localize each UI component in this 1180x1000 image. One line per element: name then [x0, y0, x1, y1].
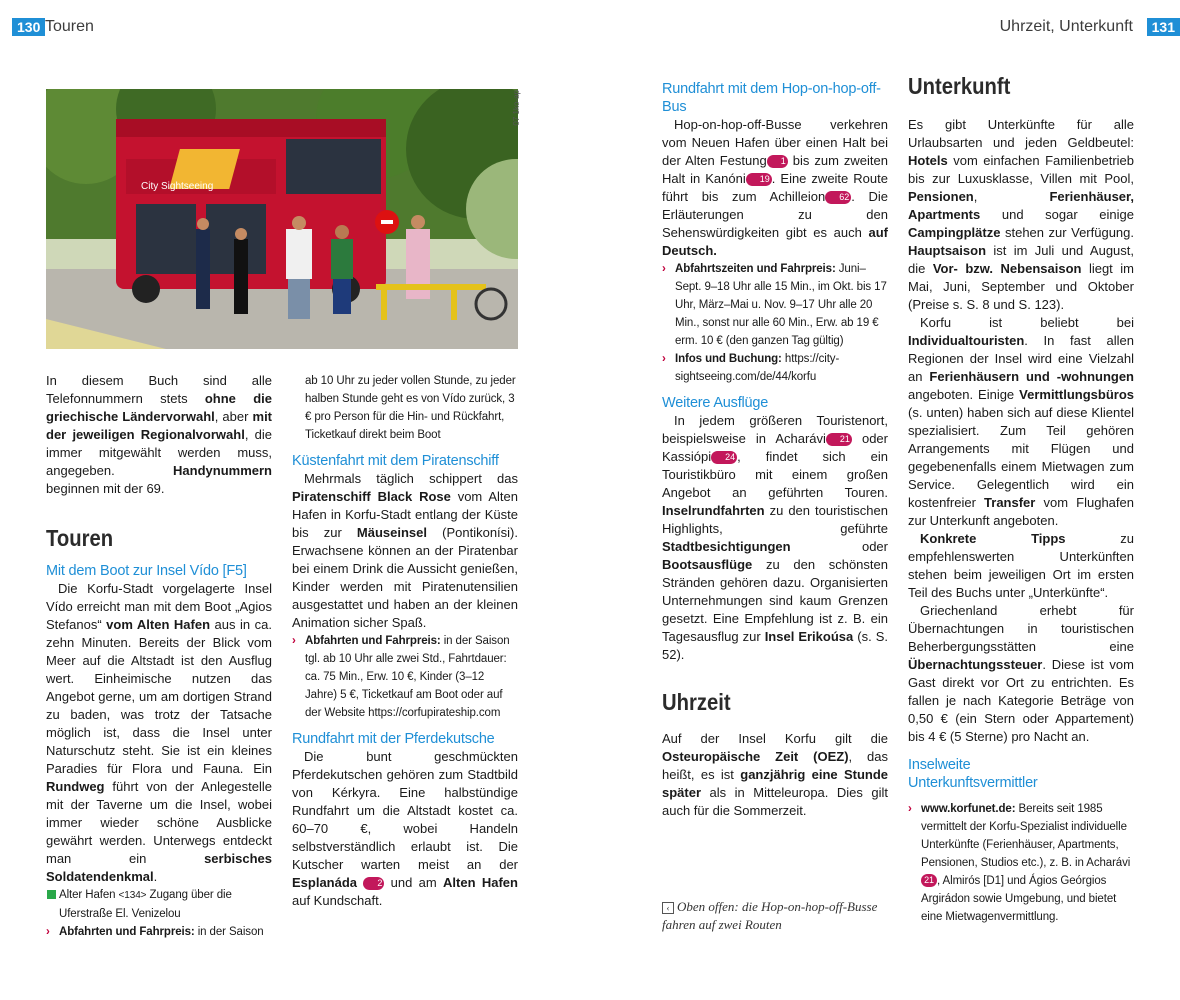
column-4	[908, 72, 1134, 926]
bus-paragraph: Hop-on-hop-off-Busse verkehren vom Neuen Hafen über einen Halt bei der Alten Festung 1 bis zum zweiten Halt in Kanóni 19 . Eine zweite Route führt bis zum Achilleion 62 . Die Erläuterungen zu den Sehenswürdigkeiten gibt es auch auf Deutsch.	[662, 117, 889, 258]
section-title-unterkunft: Unterkunft	[908, 73, 1011, 99]
accommodation-paragraph-2: Korfu ist beliebt bei Individualtouristen. In fast allen Regionen der Insel wird eine Vielzahl an Ferienhäusern und -wohnungen angeboten. Einige Vermittlungsbüros (s. unten) haben sich auf diese Klientel spezialisiert. Zum Teil gehören Arrangements mit Flügen und gegebenenfalls einem Mietwagen zum Service. Gelegentlich wird ein kostenfreier Transfer vom Flughafen zur Unterkunft angeboten.	[908, 315, 1134, 528]
map-marker-badge: 24	[711, 451, 737, 464]
photo-reference-icon: ‹	[662, 902, 674, 914]
photo-credit: 07 1ko-ap	[512, 90, 521, 126]
info-boat-departures: › Abfahrten und Fahrpreis: in der Saison	[46, 923, 272, 941]
accommodation-paragraph-4: Griechenland erhebt für Übernachtungen in touristischen Beherbergungsstätten eine Übernachtungssteuer. Diese ist vom Gast direkt vor Ort zu entrichten. Es fallen je nach Kategorie Beträge von 0,50 € (ein Stern oder Appartement) bis 4 € (5 Sterne) pro Nacht an.	[908, 603, 1134, 744]
time-paragraph: Auf der Insel Korfu gilt die Osteuropäische Zeit (OEZ), das heißt, es ist ganzjährig eine Stunde später als in Mitteleuropa. Dies gilt auch für die Sommerzeit.	[662, 731, 889, 818]
column-3	[662, 80, 888, 820]
chevron-right-icon: ›	[292, 635, 296, 647]
accommodation-paragraph-3: Konkrete Tipps zu empfehlenswerten Unterkünften stehen beim jeweiligen Ort im ersten Teil des Buchs unter „Unterkünfte“.	[908, 531, 1135, 600]
bus-heading: Rundfahrt mit dem Hop-on-hop-off-Bus	[662, 81, 881, 115]
location-marker-icon	[47, 890, 56, 899]
column-1	[46, 372, 272, 941]
info-alter-hafen: Alter Hafen <134> Zugang über die Uferstraße El. Venizelou	[46, 886, 272, 923]
bus-illustration	[46, 89, 518, 349]
info-bus-times: › Abfahrtszeiten und Fahrpreis: Juni–Sept. 9–18 Uhr alle 15 Min., im Okt. bis 17 Uhr, März–Mai u. Nov. 9–17 Uhr alle 20 Min., sonst nur alle 60 Min., Erw. ab 19 € erm. 10 € (den ganzen Tag gültig)	[662, 260, 888, 350]
map-marker-badge: 62	[825, 191, 851, 204]
info-bus-booking: › Infos und Buchung: https://city-sightseeing.com/de/44/korfu	[662, 350, 888, 386]
boat-departures-continued: ab 10 Uhr zu jeder vollen Stunde, zu jeder halben Stunde geht es von Vído zurück, 3 € pro Person für die Hin- und Rückfahrt, Ticketkauf direkt beim Boot	[305, 375, 516, 441]
bus-photo	[46, 89, 518, 349]
accommodation-paragraph-1: Es gibt Unterkünfte für alle Urlaubsarten und jeden Geldbeutel: Hotels vom einfachen Familienbetrieb bis zur Luxusklasse, Villen mit Pool, Pensionen, Ferienhäuser, Apartments und sogar einige Campingplätze stehen zur Verfügung. Hauptsaison ist im Juli und August, die Vor- bzw. Nebensaison liegt im Mai, Juni, September und Oktober (Preise s. S. 8 und S. 123).	[908, 117, 1134, 312]
section-title-uhrzeit: Uhrzeit	[662, 689, 731, 715]
carriage-paragraph: Die bunt geschmückten Pferdekutschen gehören zum Stadtbild von Kérkyra. Eine halbstündige Rundfahrt um die Altstadt kostet ca. 60–70 €, wobei Handeln selbstverständlich erlaubt ist. Die Kutscher warten meist an der Esplanáda 2 und am Alten Hafen auf Kundschaft.	[292, 749, 518, 908]
info-pirate-departures: › Abfahrten und Fahrpreis: in der Saison tgl. ab 10 Uhr alle zwei Std., Fahrtdauer: ca. 75 Min., Erw. 10 €, Kinder (3–12 Jahre) 5 €, Ticketkauf am Boot oder auf der Website https://corfupirateship.com	[292, 632, 518, 722]
trips-heading: Weitere Ausflüge	[662, 395, 769, 411]
map-marker-badge: 19	[746, 173, 772, 186]
agency-heading: Inselweite Unterkunftsvermittler	[908, 757, 1038, 791]
trips-paragraph: In jedem größeren Touristenort, beispielsweise in Acharávi 21 oder Kassiópi 24 , findet sich ein Touristikbüro mit einem großen Angebot an geführten Touren. Inselrundfahrten zu den touristischen Highlights, geführte Stadtbesichtigungen oder Bootsausflüge zu den schönsten Stränden gehören dazu. Organisierten Unternehmungen sind kaum Grenzen gesetzt. Eine Empfehlung ist z. B. ein Tagesausflug zur Insel Erikoúsa (s. S. 52).	[662, 413, 888, 662]
pirate-heading: Küstenfahrt mit dem Piratenschiff	[292, 453, 499, 469]
chevron-right-icon: ›	[662, 263, 666, 275]
map-marker-badge: 21	[921, 874, 937, 887]
bus-logo-text: City Sightseeing	[141, 181, 214, 192]
page-number-right: 131	[1147, 18, 1180, 36]
carriage-heading: Rundfahrt mit der Pferdekutsche	[292, 731, 495, 747]
boat-paragraph: Die Korfu-Stadt vorgelagerte Insel Vído erreicht man mit dem Boot „Agios Stefanos“ vom Alten Hafen aus in ca. zehn Minuten. Bereits der Blick vom Meer auf die Altstadt ist den Ausflug wert. Einheimische nutzen das Angebot gerne, um am dortigen Strand zu baden, was trotz der Tatsache möglich ist, dass die Insel unter Naturschutz steht. Sie ist ein kleines Paradies für Flora und Fauna. Ein Rundweg führt von der Anlegestelle mit der Taverne um die Insel, wobei immer wieder schöne Ausblicke gewährt werden. Unterwegs entdeckt man ein serbisches Soldatendenkmal.	[46, 581, 272, 884]
map-marker-badge: 2	[363, 877, 384, 890]
page-number-left: 130	[12, 18, 45, 36]
map-marker-badge: 21	[826, 433, 852, 446]
photo-caption: ‹ Oben offen: die Hop-on-hop-off-Busse fahren auf zwei Routen	[662, 899, 878, 932]
chevron-right-icon: ›	[46, 926, 50, 938]
map-marker-badge: 1	[767, 155, 788, 168]
phone-intro: In diesem Buch sind alle Telefonnummern stets ohne die griechische Ländervorwahl, aber mit der jeweiligen Regionalvorwahl, die immer mitgewählt werden muss, angegeben. Handynummern beginnen mit der 69.	[46, 373, 273, 496]
running-header-left: Touren	[45, 18, 94, 35]
boat-heading: Mit dem Boot zur Insel Vído [F5]	[46, 563, 247, 579]
running-header-right: Uhrzeit, Unterkunft	[999, 18, 1133, 35]
chevron-right-icon: ›	[908, 803, 912, 815]
chevron-right-icon: ›	[662, 353, 666, 365]
pirate-paragraph: Mehrmals täglich schippert das Piratenschiff Black Rose vom Alten Hafen in Korfu-Stadt entlang der Küste bis zur Mäuseinsel (Pontikonísi). Erwachsene können an der Piratenbar bei einem Drink die Aussicht genießen, Kinder werden mit Piratenutensilien ausgestattet und haben an der kleinen Animation sicher Spaß.	[292, 471, 518, 630]
column-2	[292, 372, 518, 910]
section-title-touren: Touren	[46, 525, 114, 551]
info-korfunet: › www.korfunet.de: Bereits seit 1985 vermittelt der Korfu-Spezialist individuelle Unterkünfte (Ferienhäuser, Apartments, Pensionen, Studios etc.), z. B. in Acharávi21 , Almirós [D1] und Ágios Geórgios Argirádon sowie Umgebung, und bietet eine Mietwagenvermittlung.	[908, 800, 1134, 926]
